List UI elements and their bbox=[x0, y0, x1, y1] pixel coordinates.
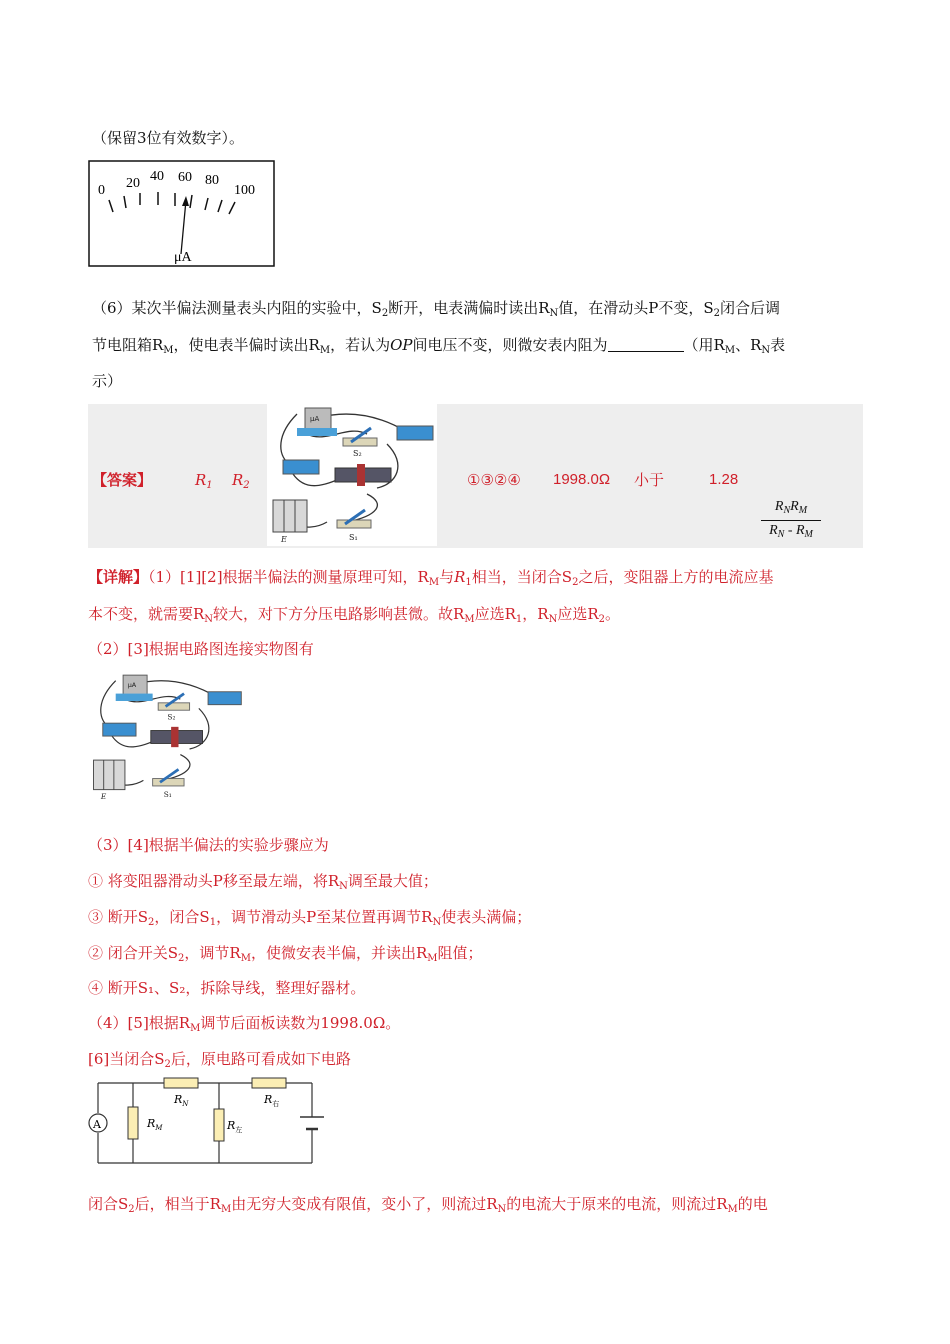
ammeter-label: A bbox=[93, 1118, 101, 1131]
q6-line1: （6）某次半偏法测量表头内阻的实验中，$S_2$断开，电表满偏时读出$R_N$值，在滑动头P不变，$S_2$闭合后调 bbox=[92, 299, 781, 319]
q6-line3: 示） bbox=[92, 372, 123, 390]
detail-p1a: 【详解】（1）[1][2]根据半偏法的测量原理可知，$R_M$与$R_1$相当，当闭合$S_2$之后，变阻器上方的电流应基 bbox=[88, 568, 774, 588]
step-1: ① 将变阻器滑动头P移至最左端，将$R_N$调至最大值； bbox=[88, 872, 438, 892]
img1-e: E bbox=[281, 535, 287, 544]
img1-s1: S₁ bbox=[349, 533, 358, 542]
resistor-box-right bbox=[397, 426, 433, 440]
formula-numerator: $R_NR_M$ bbox=[774, 499, 808, 516]
rright-resistor bbox=[252, 1078, 286, 1088]
q6-line2: 节电阻箱$R_M$，使电表半偏时读出$R_M$，若认为OP间电压不变，则微安表内阻为 （用$R_M$、$R_N$表 bbox=[92, 336, 786, 356]
step-2: ② 闭合开关$S_2$，调节$R_M$，使微安表半偏，并读出$R_M$阻值； bbox=[88, 944, 483, 964]
img2-meter-label: μA bbox=[127, 681, 137, 690]
resistor-box-left bbox=[283, 460, 319, 474]
answer-resistance: 1998.0Ω bbox=[553, 471, 611, 488]
answer-r1: $R_1$ bbox=[195, 471, 213, 491]
answer-compare: 小于 bbox=[634, 471, 665, 489]
formula-denominator: $R_N - R_M$ bbox=[761, 520, 821, 545]
retain-note: （保留3位有效数字）。 bbox=[92, 129, 245, 147]
answer-label: 【答案】 bbox=[92, 471, 153, 489]
detail-p4: （4）[5]根据$R_M$调节后面板读数为1998.0Ω。 bbox=[88, 1014, 401, 1034]
switch-s1 bbox=[337, 520, 371, 528]
microammeter-figure bbox=[88, 160, 276, 268]
tick-40: 40 bbox=[150, 169, 164, 184]
switch-s2 bbox=[343, 438, 377, 446]
img2-s1: S₁ bbox=[163, 790, 172, 800]
tick-0: 0 bbox=[98, 183, 105, 198]
rn-label: $R_N$ bbox=[174, 1093, 189, 1108]
step-4: ④ 断开S₁、S₂，拆除导线，整理好器材。 bbox=[88, 979, 366, 997]
circuit-svg bbox=[86, 1077, 324, 1169]
img2-e: E bbox=[100, 791, 107, 801]
answer-order: ①③②④ bbox=[467, 471, 521, 489]
detail-p6: 闭合$S_2$后，相当于$R_M$由无穷大变成有限值，变小了，则流过$R_N$的电流大于原来的电流，则流过$R_M$的电 bbox=[88, 1195, 768, 1215]
detail-p1b: 本不变，就需要$R_N$较大，对下方分压电路影响甚微。故$R_M$应选$R_1$，$R_N$应选$R_2$。 bbox=[88, 605, 620, 625]
answer-blank bbox=[608, 337, 684, 352]
rleft-label: $R_左$ bbox=[227, 1119, 243, 1134]
apparatus-image-2 bbox=[88, 671, 245, 803]
rm-label: $R_M$ bbox=[147, 1117, 163, 1132]
step-3: ③ 断开$S_2$，闭合$S_1$，调节滑动头P至某位置再调节$R_N$使表头满偏； bbox=[88, 908, 532, 928]
answer-formula bbox=[761, 498, 821, 545]
meter-unit: μA bbox=[174, 250, 192, 265]
detail-p3: （3）[4]根据半偏法的实验步骤应为 bbox=[88, 836, 329, 854]
img1-meter-label: μA bbox=[310, 415, 320, 423]
tick-100: 100 bbox=[234, 183, 255, 198]
apparatus-svg-2 bbox=[88, 671, 245, 803]
rright-label: $R_右$ bbox=[264, 1093, 280, 1108]
detail-p5: [6]当闭合$S_2$后，原电路可看成如下电路 bbox=[88, 1050, 351, 1070]
tick-20: 20 bbox=[126, 176, 140, 191]
tick-60: 60 bbox=[178, 170, 192, 185]
apparatus-image-1 bbox=[267, 404, 437, 546]
rleft-resistor bbox=[214, 1109, 224, 1141]
rheostat-slider bbox=[357, 464, 365, 486]
battery bbox=[273, 500, 307, 532]
rm-resistor bbox=[128, 1107, 138, 1139]
answer-r2: $R_2$ bbox=[232, 471, 250, 491]
tick-80: 80 bbox=[205, 173, 219, 188]
equivalent-circuit bbox=[86, 1077, 324, 1169]
detail-p2: （2）[3]根据电路图连接实物图有 bbox=[88, 640, 314, 658]
apparatus-svg-1 bbox=[267, 404, 437, 546]
ammeter-base bbox=[297, 428, 337, 436]
img2-s2: S₂ bbox=[167, 712, 176, 722]
rn-resistor bbox=[164, 1078, 198, 1088]
img1-s2: S₂ bbox=[353, 449, 362, 458]
microammeter-svg bbox=[88, 160, 276, 268]
answer-value: 1.28 bbox=[709, 471, 739, 488]
